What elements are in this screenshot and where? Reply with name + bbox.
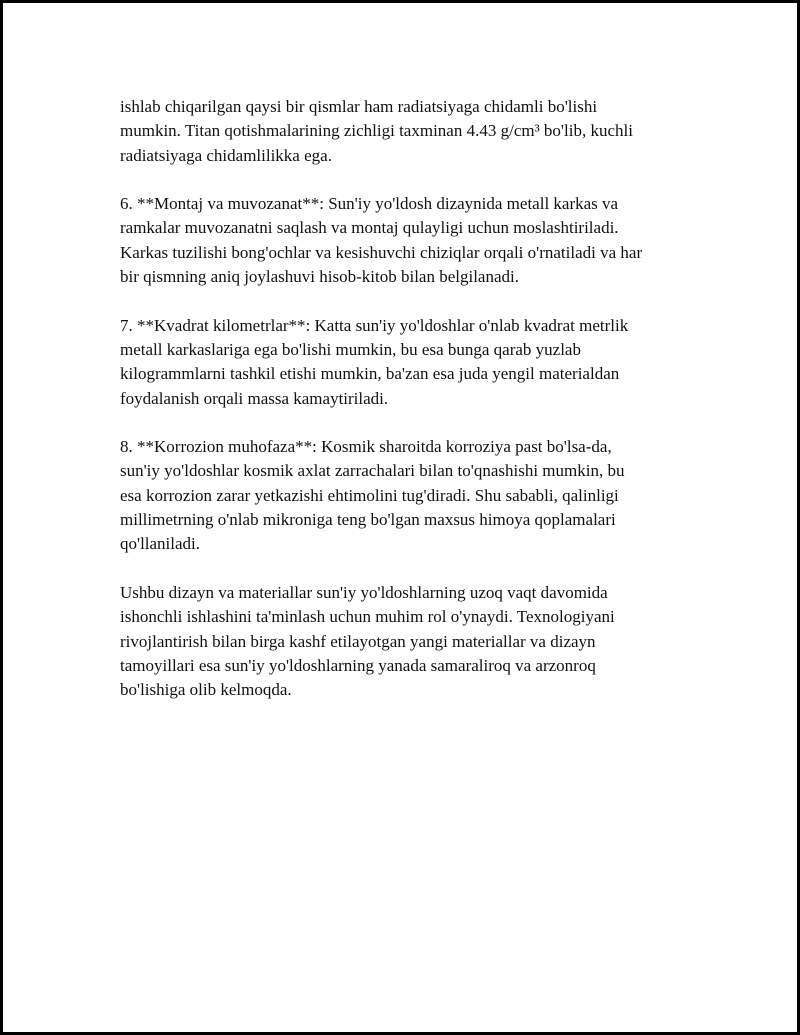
paragraph-radiation-resistance bbox=[120, 95, 700, 168]
text-line: mumkin. Titan qotishmalarining zichligi taxminan 4.43 g/cm³ bo'lib, kuchli bbox=[120, 121, 633, 141]
text-line: radiatsiyaga chidamlilikka ega. bbox=[120, 145, 332, 165]
text-line: millimetrning o'nlab mikroniga teng bo'lgan maxsus himoya qoplamalari bbox=[120, 510, 616, 530]
text-line: ishonchli ishlashini ta'minlash uchun muhim rol o'ynaydi. Texnologiyani bbox=[120, 607, 615, 627]
text-line: Karkas tuzilishi bong'ochlar va kesishuvchi chiziqlar orqali o'rnatiladi va har bbox=[120, 242, 643, 262]
text-line: Ushbu dizayn va materiallar sun'iy yo'ldoshlarning uzoq vaqt davomida bbox=[120, 582, 608, 602]
text-line: bo'lishiga olib kelmoqda. bbox=[120, 680, 292, 700]
text-line: bir qismning aniq joylashuvi hisob-kitob bilan belgilanadi. bbox=[120, 267, 519, 287]
text-line: rivojlantirish bilan birga kashf etilayotgan yangi materiallar va dizayn bbox=[120, 631, 596, 651]
text-line: esa korrozion zarar yetkazishi ehtimolini tug'diradi. Shu sababli, qalinligi bbox=[120, 485, 619, 505]
paragraph-conclusion bbox=[120, 581, 700, 702]
document-body bbox=[120, 95, 700, 727]
paragraph-kvadrat-kilometrlar bbox=[120, 314, 700, 411]
paragraph-korrozion-muhofaza bbox=[120, 435, 700, 556]
paragraph-montaj-va-muvozanat bbox=[120, 192, 700, 289]
text-line: foydalanish orqali massa kamaytiriladi. bbox=[120, 388, 389, 408]
text-line: tamoyillari esa sun'iy yo'ldoshlarning yanada samaraliroq va arzonroq bbox=[120, 655, 596, 675]
text-line: qo'llaniladi. bbox=[120, 534, 201, 554]
text-line: kilogrammlarni tashkil etishi mumkin, ba'zan esa juda yengil materialdan bbox=[120, 364, 620, 384]
text-line: ramkalar muvozanatni saqlash va montaj qulayligi uchun moslashtiriladi. bbox=[120, 218, 619, 238]
text-line: 8. **Korrozion muhofaza**: Kosmik sharoitda korroziya past bo'lsa-da, bbox=[120, 437, 612, 457]
text-line: 7. **Kvadrat kilometrlar**: Katta sun'iy yo'ldoshlar o'nlab kvadrat metrlik bbox=[120, 315, 629, 335]
text-line: 6. **Montaj va muvozanat**: Sun'iy yo'ldosh dizaynida metall karkas va bbox=[120, 194, 619, 214]
text-line: sun'iy yo'ldoshlar kosmik axlat zarrachalari bilan to'qnashishi mumkin, bu bbox=[120, 461, 625, 481]
text-line: ishlab chiqarilgan qaysi bir qismlar ham radiatsiyaga chidamli bo'lishi bbox=[120, 97, 598, 116]
text-line: metall karkaslariga ega bo'lishi mumkin, bu esa bunga qarab yuzlab bbox=[120, 339, 581, 359]
